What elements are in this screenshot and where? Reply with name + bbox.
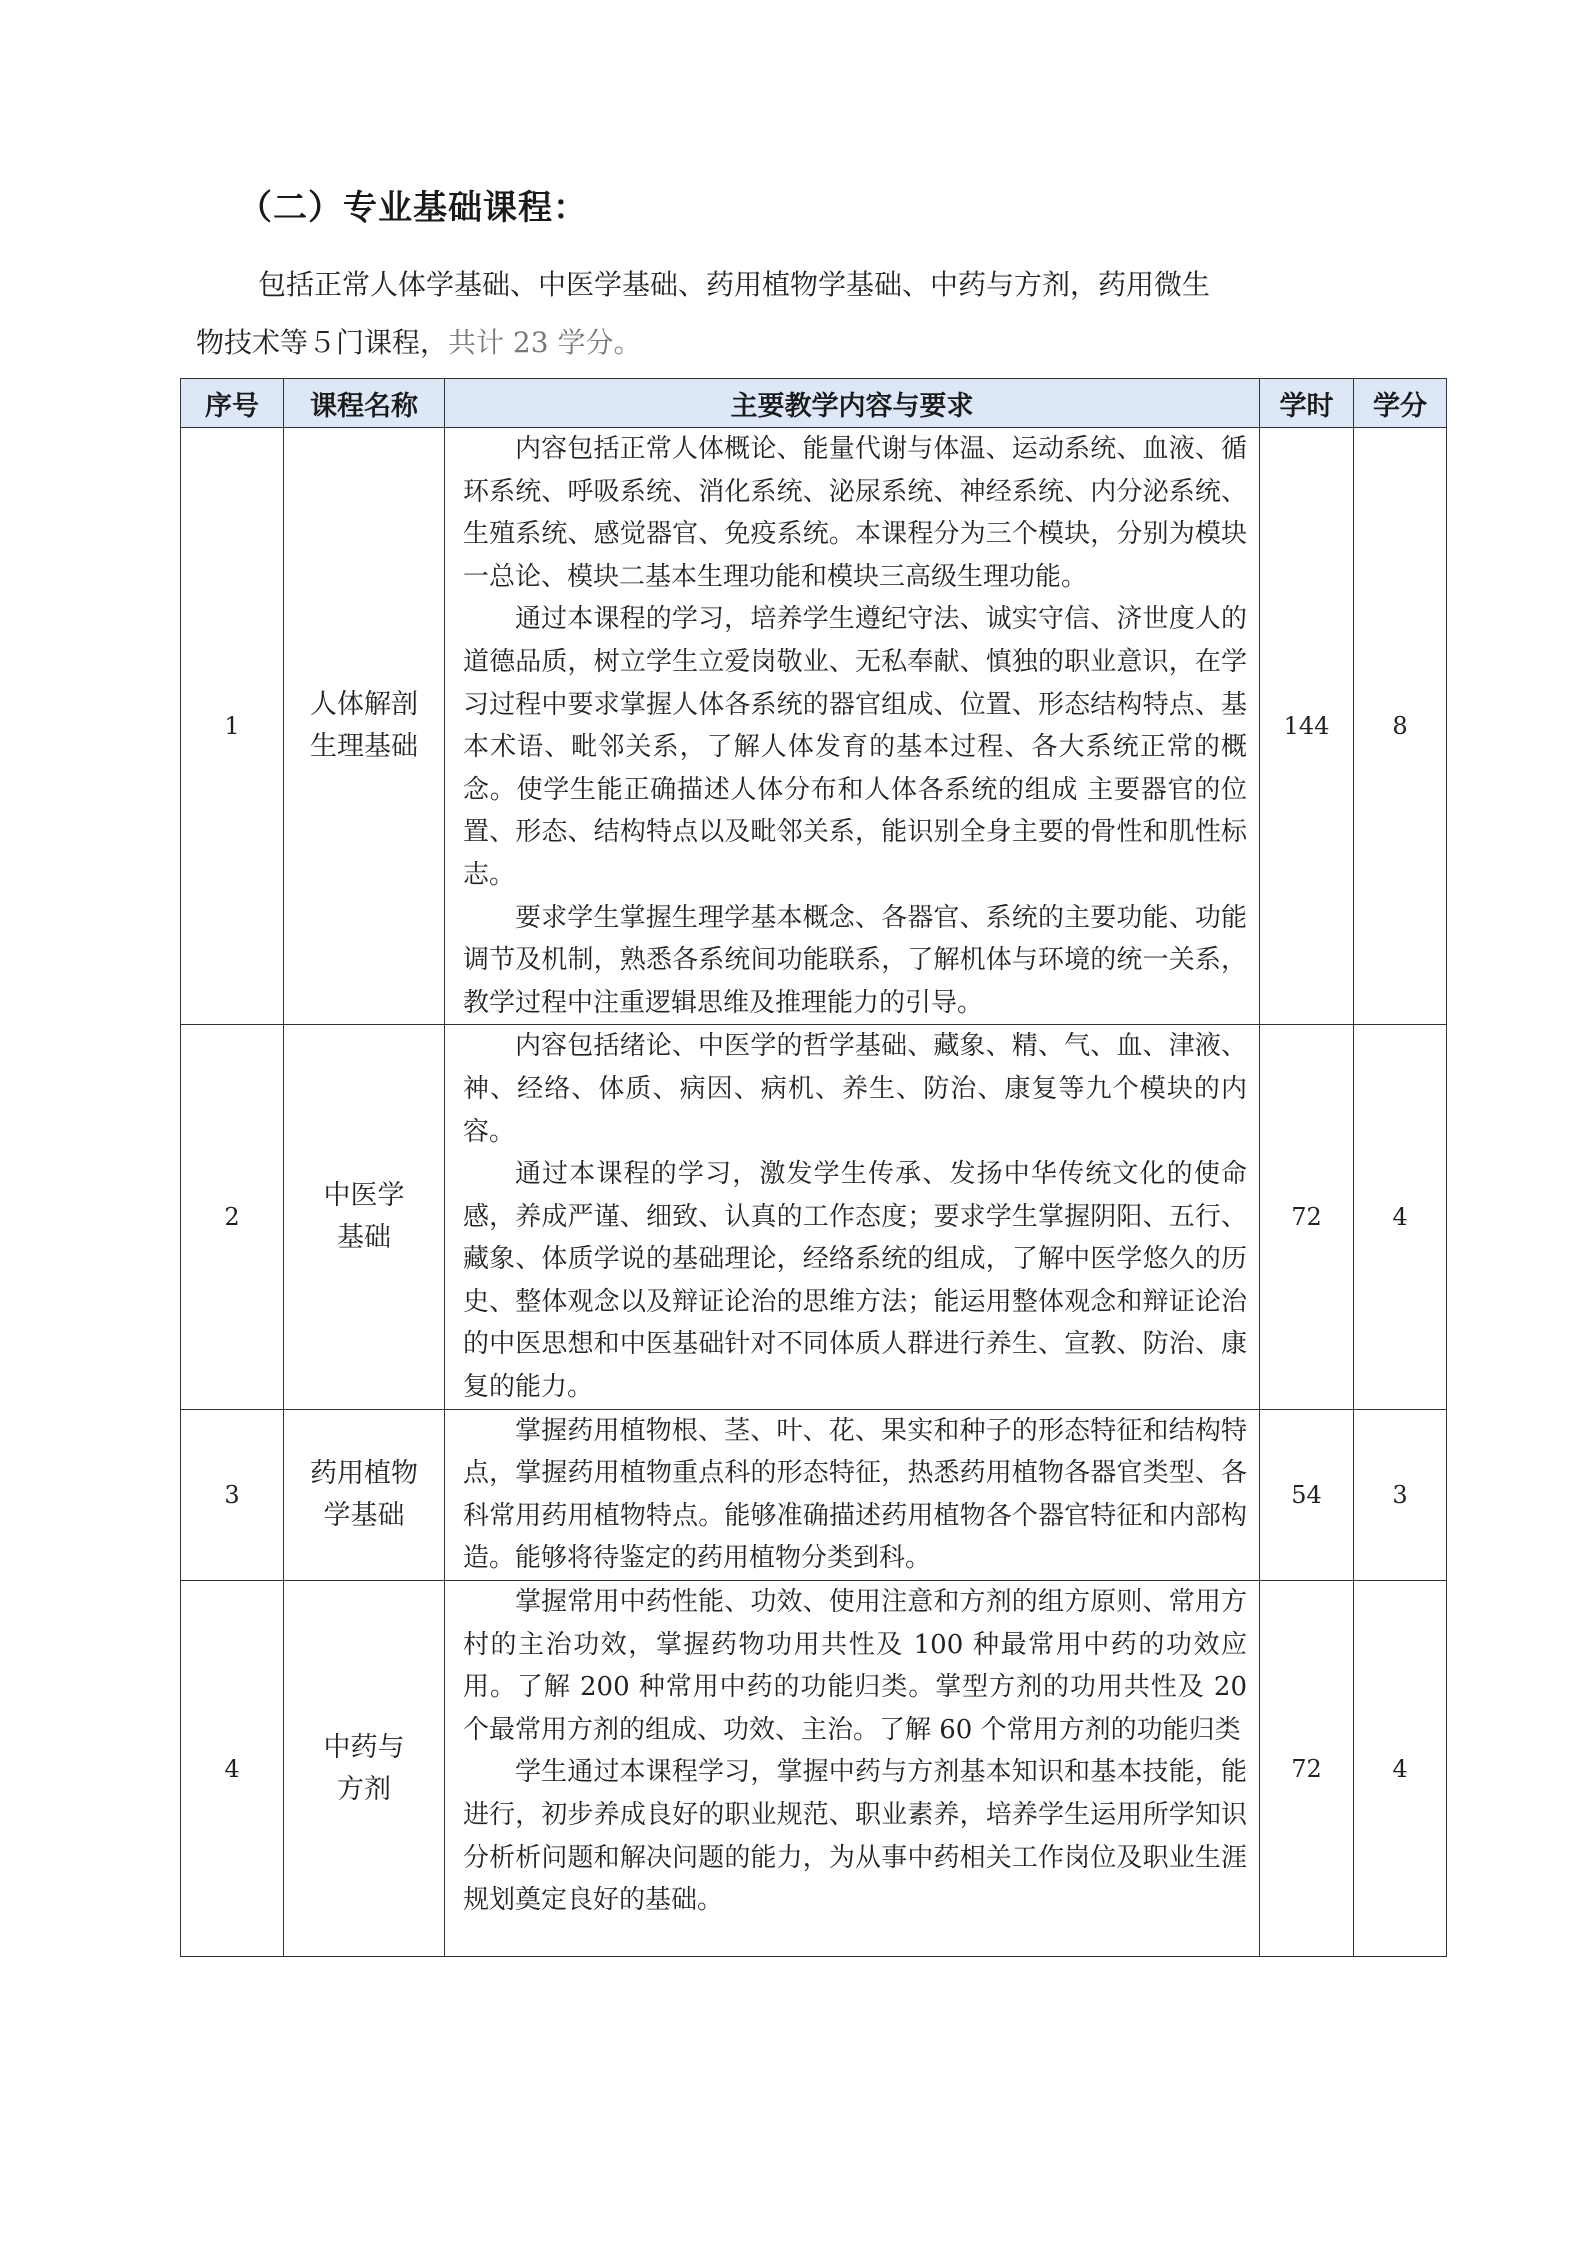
course-name-line: 药用植物 [310,1457,418,1489]
row-num: 1 [181,428,284,1025]
course-table [180,378,1447,1957]
course-name-line: 学基础 [323,1499,405,1531]
course-name [284,1409,445,1580]
course-hours: 144 [1260,428,1354,1025]
content-paragraph: 学生通过本课程学习，掌握中药与方剂基本知识和基本技能，能进行，初步养成良好的职业规范、职业素养，培养学生运用所学知识分析析问题和解决问题的能力，为从事中药相关工作岗位及职业生涯规划奠定良好的基础。 [463,1757,1247,1916]
content-paragraph: 要求学生掌握生理学基本概念、各器官、系统的主要功能、功能调节及机制，熟悉各系统间功能联系，了解机体与环境的统一关系，教学过程中注重逻辑思维及推理能力的引导。 [463,902,1247,1018]
course-name-line: 人体解剖 [310,689,418,721]
intro-line-2 [196,314,1411,372]
course-content [445,1025,1260,1409]
intro-line-2-main: 物技术等５门课程， [196,326,449,359]
course-name [284,428,445,1025]
row-num: 3 [181,1409,284,1580]
header-num: 序号 [181,379,284,428]
content-paragraph: 掌握常用中药性能、功效、使用注意和方剂的组方原则、常用方村的主治功效，掌握药物功用共性及 100 种最常用中药的功效应用。了解 200 种常用中药的功能归类。掌型方剂的功用共性及 20 个最常用方剂的组成、功效、主治。了解 60 个常用方剂的功能归类 [463,1587,1247,1745]
course-credit: 8 [1354,428,1447,1025]
content-paragraph: 通过本课程的学习，激发学生传承、发扬中华传统文化的使命感，养成严谨、细致、认真的工作态度；要求学生掌握阴阳、五行、藏象、体质学说的基础理论，经络系统的组成，了解中医学悠久的历史、整体观念以及辩证论治的思维方法；能运用整体观念和辩证论治的中医思想和中医基础针对不同体质人群进行养生、宣教、防治、康复的能力。 [463,1159,1247,1403]
header-content: 主要教学内容与要求 [445,379,1260,428]
course-credit: 3 [1354,1409,1447,1580]
content-paragraph: 内容包括正常人体概论、能量代谢与体温、运动系统、血液、循环系统、呼吸系统、消化系统、泌尿系统、神经系统、内分泌系统、生殖系统、感觉器官、免疫系统。本课程分为三个模块，分别为模块一总论、模块二基本生理功能和模块三高级生理功能。 [463,434,1247,592]
course-credit: 4 [1354,1025,1447,1409]
table-row [181,428,1447,1025]
content-paragraph: 掌握药用植物根、茎、叶、花、果实和种子的形态特征和结构特点，掌握药用植物重点科的形态特征，热悉药用植物各器官类型、各科常用药用植物特点。能够准确描述药用植物各个器官特征和内部构造。能够将待鉴定的药用植物分类到科。 [463,1415,1247,1574]
header-credit: 学分 [1354,379,1447,428]
row-num: 2 [181,1025,284,1409]
course-content [445,1409,1260,1580]
section-heading: （二）专业基础课程： [238,188,588,228]
intro-paragraph [196,256,1411,372]
course-name-line: 生理基础 [310,731,418,763]
header-hours: 学时 [1260,379,1354,428]
table-row [181,1025,1447,1409]
course-name-line: 中医学 [323,1179,405,1211]
course-name-line: 方剂 [337,1773,391,1805]
course-name-line: 基础 [337,1221,391,1253]
course-content [445,1581,1260,1957]
course-credit: 4 [1354,1581,1447,1957]
content-paragraph: 内容包括绪论、中医学的哲学基础、藏象、精、气、血、津液、神、经络、体质、病因、病机、养生、防治、康复等九个模块的内容。 [463,1031,1247,1147]
course-hours: 54 [1260,1409,1354,1580]
row-num: 4 [181,1581,284,1957]
intro-line-1: 包括正常人体学基础、中医学基础、药用植物学基础、中药与方剂，药用微生 [258,268,1211,301]
intro-line-2-tail: 共计 23 学分。 [448,326,642,359]
header-row [181,379,1447,428]
course-table-head [181,379,1447,428]
course-name [284,1025,445,1409]
course-content [445,428,1260,1025]
content-paragraph: 通过本课程的学习，培养学生遵纪守法、诚实守信、济世度人的道德品质，树立学生立爱岗敬业、无私奉献、慎独的职业意识，在学习过程中要求掌握人体各系统的器官组成、位置、形态结构特点、基本术语、毗邻关系，了解人体发育的基本过程、各大系统正常的概念。使学生能正确描述人体分布和人体各系统的组成 主要器官的位置、形态、结构特点以及毗邻关系，能识别全身主要的骨性和肌性标志。 [463,604,1247,890]
header-course-name: 课程名称 [284,379,445,428]
course-name-line: 中药与 [323,1731,405,1763]
course-hours: 72 [1260,1025,1354,1409]
course-hours: 72 [1260,1581,1354,1957]
table-row [181,1409,1447,1580]
table-row [181,1581,1447,1957]
course-name [284,1581,445,1957]
course-table-body [181,428,1447,1957]
